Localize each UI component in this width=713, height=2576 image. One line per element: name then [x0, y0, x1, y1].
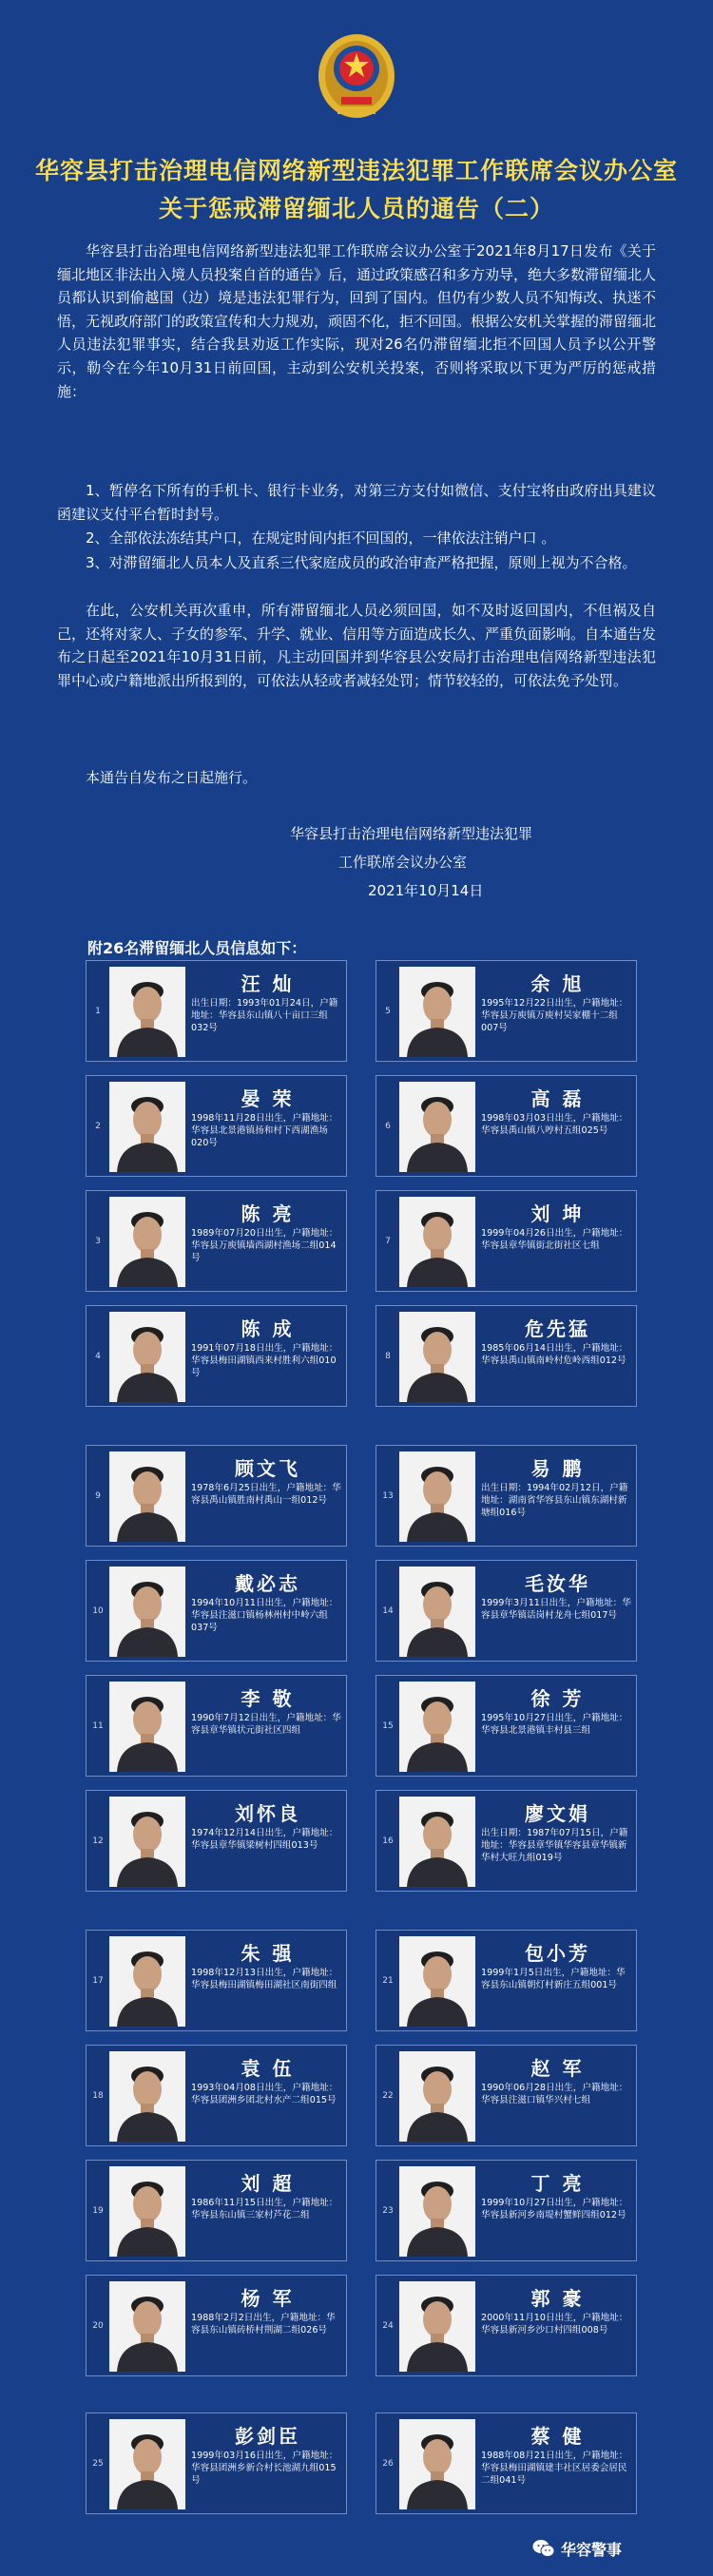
- person-photo: [399, 1451, 475, 1542]
- person-card: [376, 1790, 637, 1892]
- person-name: 杨 军: [241, 2287, 295, 2310]
- person-info: 出生日期：1994年02月12日，户籍地址：湖南省华容县东山镇东湖村新塘组016号: [481, 1483, 628, 1518]
- person-name: 毛汝华: [525, 1572, 590, 1595]
- person-number: 3: [95, 1237, 101, 1246]
- person-card: [86, 1075, 347, 1177]
- person-photo: [399, 967, 475, 1057]
- person-number: 15: [382, 1721, 394, 1731]
- person-name: 刘怀良: [235, 1802, 300, 1825]
- person-card: [376, 960, 637, 1062]
- person-card: [376, 1075, 637, 1177]
- person-info: 1990年06月28日出生，户籍地址：华容县注滋口镇华兴村七组: [481, 2083, 628, 2105]
- person-number: 2: [95, 1122, 101, 1131]
- person-name: 顾文飞: [235, 1457, 300, 1480]
- person-info: 1999年10月27日出生，户籍地址：华容县新河乡南堤村蟹鲜四组012号: [481, 2198, 628, 2220]
- person-photo: [109, 1682, 185, 1772]
- person-number: 25: [92, 2459, 104, 2469]
- person-name: 朱 强: [241, 1942, 295, 1965]
- person-name: 赵 军: [530, 2057, 585, 2080]
- person-info: 2000年11月10日出生，户籍地址：华容县新河乡沙口村四组008号: [481, 2313, 628, 2336]
- paragraph-warning: 在此，公安机关再次重申，所有滞留缅北人员必须回国，如不及时返回国内，不但祸及自己，还将对家人、子女的参军、升学、就业、信用等方面造成长久、严重负面影响。自本通告发布之日起至2021年10月31日前，凡主动回国并到华容县公安局打击治理电信网络新型违法犯罪中心或户籍地派出所报到的，可依法从轻或者减轻处罚；情节较轻的，可依法免予处罚。: [57, 602, 657, 689]
- person-card: [376, 2045, 637, 2146]
- person-card: [86, 2275, 347, 2376]
- paragraph-intro: 华容县打击治理电信网络新型违法犯罪工作联席会议办公室于2021年8月17日发布《关于缅北地区非法出入境人员投案自首的通告》后，通过政策感召和多方劝导，绝大多数滞留缅北人员都认识到偷越国（边）境是违法犯罪行为，回到了国内。但仍有少数人员不知悔改、执迷不悟，无视政府部门的政策宣传和大力规劝，顽固不化，拒不回国。根据公安机关掌握的滞留缅北人员违法犯罪事实，结合我县劝返工作实际，现对26名仍滞留缅北拒不回国人员予以公开警示，勒令在今年10月31日前回国，主动到公安机关投案，否则将采取以下更为严厉的惩戒措施：: [57, 242, 657, 400]
- person-card: [376, 1675, 637, 1777]
- signature-line2: 工作联席会议办公室: [338, 854, 468, 871]
- person-info: 1985年06月14日出生，户籍地址：华容县禹山镇南岭村危岭西组012号: [481, 1343, 628, 1366]
- person-photo: [109, 1567, 185, 1657]
- person-name: 易 鹏: [530, 1457, 585, 1480]
- person-number: 9: [95, 1491, 101, 1501]
- person-info: 1990年7月12日出生，户籍地址：华容县章华镇状元街社区四组: [191, 1713, 341, 1736]
- person-photo: [109, 2281, 185, 2372]
- person-photo: [109, 1312, 185, 1402]
- person-number: 10: [92, 1606, 104, 1616]
- wechat-icon: [532, 2538, 555, 2559]
- person-card: [86, 2160, 347, 2261]
- person-number: 13: [382, 1491, 394, 1501]
- person-name: 晏 荣: [241, 1087, 295, 1110]
- person-card: [376, 1930, 637, 2031]
- person-card: [86, 1305, 347, 1407]
- person-name: 袁 伍: [241, 2057, 295, 2080]
- person-photo: [399, 1312, 475, 1402]
- person-info: 出生日期：1993年01月24日，户籍地址：华容县东山镇八十亩口三组032号: [191, 998, 338, 1033]
- person-name: 高 磊: [530, 1087, 585, 1110]
- signature-line1: 华容县打击治理电信网络新型违法犯罪: [290, 825, 533, 842]
- person-name: 徐 芳: [530, 1687, 585, 1710]
- person-photo: [109, 1082, 185, 1172]
- person-number: 19: [92, 2206, 104, 2216]
- annex-title: 附26名滞留缅北人员信息如下：: [87, 939, 307, 957]
- person-photo: [399, 2281, 475, 2372]
- person-photo: [109, 2419, 185, 2509]
- notice-title-line1: 华容县打击治理电信网络新型违法犯罪工作联席会议办公室: [34, 157, 678, 184]
- person-info: 1974年12月14日出生，户籍地址：华容县章华镇梁树村四组013号: [191, 1828, 338, 1851]
- person-info: 出生日期：1987年07月15日，户籍地址：华容县章华镇华容县章华镇新华村大旺九组019号: [481, 1828, 628, 1863]
- paragraph-effective: 本通告自发布之日起施行。: [86, 769, 258, 786]
- person-card: [86, 1190, 347, 1292]
- person-number: 8: [385, 1352, 391, 1361]
- person-number: 23: [382, 2206, 394, 2216]
- person-number: 12: [92, 1836, 104, 1846]
- person-number: 1: [95, 1007, 101, 1016]
- person-card: [376, 1190, 637, 1292]
- person-card: [376, 1560, 637, 1662]
- person-name: 戴必志: [235, 1572, 300, 1595]
- paragraph-measure-3: 3、对滞留缅北人员本人及直系三代家庭成员的政治审查严格把握，原则上视为不合格。: [86, 554, 637, 571]
- person-photo: [399, 2051, 475, 2142]
- person-info: 1986年11月15日出生，户籍地址：华容县东山镇三家村芦花二组: [191, 2198, 338, 2220]
- police-emblem-icon: [317, 30, 396, 125]
- person-info: 1998年03月03日出生，户籍地址：华容县禹山镇八哼村五组025号: [481, 1113, 628, 1136]
- person-info: 1999年03月16日出生，户籍地址：华容县团洲乡新合村长池湖九组015号: [191, 2451, 338, 2486]
- person-info: 1978年6月25日出生，户籍地址：华容县禹山镇胜南村禹山一组012号: [191, 1483, 341, 1506]
- person-name: 丁 亮: [530, 2172, 585, 2195]
- person-info: 1999年04月26日出生，户籍地址：华容县章华镇街北街社区七组: [481, 1228, 628, 1251]
- person-name: 郭 豪: [530, 2287, 585, 2310]
- person-name: 彭剑臣: [235, 2425, 300, 2448]
- person-card: [376, 2413, 637, 2514]
- paragraph-measure-2: 2、全部依法冻结其户口，在规定时间内拒不回国的，一律依法注销户口 。: [86, 529, 556, 547]
- person-number: 18: [92, 2091, 104, 2101]
- person-info: 1991年07月18日出生，户籍地址：华容县梅田湖镇西来村胜利六组010号: [191, 1343, 338, 1378]
- person-name: 汪 灿: [241, 972, 295, 995]
- person-number: 6: [385, 1122, 391, 1131]
- person-photo: [399, 2419, 475, 2509]
- person-name: 李 敬: [241, 1687, 295, 1710]
- person-name: 陈 亮: [241, 1202, 295, 1225]
- person-card: [86, 1675, 347, 1777]
- person-card: [86, 2413, 347, 2514]
- person-name: 陈 成: [241, 1317, 295, 1340]
- police-emblem: [0, 30, 713, 125]
- person-info: 1995年12月22日出生，户籍地址：华容县万庾镇万庾村吴家棚十二组007号: [481, 998, 628, 1033]
- person-photo: [109, 1936, 185, 2027]
- person-photo: [399, 1567, 475, 1657]
- person-card: [86, 1930, 347, 2031]
- person-number: 22: [382, 2091, 394, 2101]
- watermark-text: 华容警事: [561, 2541, 623, 2559]
- person-number: 26: [382, 2459, 394, 2469]
- person-photo: [109, 1797, 185, 1887]
- person-photo: [399, 1682, 475, 1772]
- person-info: 1999年1月5日出生，户籍地址：华容县东山镇朝灯村新庄五组001号: [481, 1968, 626, 1990]
- person-photo: [399, 1197, 475, 1287]
- person-info: 1994年10月11日出生，户籍地址：华容县注滋口镇杨林州村中岭六组037号: [191, 1598, 338, 1633]
- person-info: 1988年08月21日出生，户籍地址：华容县梅田湖镇建丰社区居委会居民二组041号: [481, 2451, 628, 2486]
- person-name: 蔡 健: [530, 2425, 585, 2448]
- person-info: 1988年2月2日出生，户籍地址：华容县东山镇砖桥村荆湖二组026号: [191, 2313, 336, 2336]
- person-name: 廖文娟: [525, 1802, 590, 1825]
- person-card: [86, 960, 347, 1062]
- person-card: [376, 1305, 637, 1407]
- account-watermark: [532, 2534, 694, 2563]
- notice-date: 2021年10月14日: [368, 882, 484, 899]
- person-photo: [109, 2166, 185, 2257]
- person-number: 24: [382, 2321, 394, 2331]
- person-number: 4: [95, 1352, 101, 1361]
- person-name: 刘 坤: [530, 1202, 585, 1225]
- person-photo: [109, 1451, 185, 1542]
- person-card: [86, 1445, 347, 1547]
- person-photo: [399, 1797, 475, 1887]
- person-card: [86, 1560, 347, 1662]
- person-number: 17: [92, 1976, 104, 1986]
- person-number: 5: [385, 1007, 391, 1016]
- person-number: 20: [92, 2321, 104, 2331]
- person-name: 余 旭: [530, 972, 585, 995]
- person-number: 14: [382, 1606, 394, 1616]
- person-photo: [399, 1082, 475, 1172]
- person-number: 7: [385, 1237, 391, 1246]
- person-number: 21: [382, 1976, 394, 1986]
- person-info: 1999年3月11日出生，户籍地址：华容县章华镇话岗村龙舟七组017号: [481, 1598, 631, 1621]
- person-name: 刘 超: [241, 2172, 295, 2195]
- person-photo: [109, 2051, 185, 2142]
- person-photo: [399, 2166, 475, 2257]
- person-info: 1989年07月20日出生，户籍地址：华容县万庾镇墙西湖村渔场二组014号: [191, 1228, 338, 1263]
- notice-title-line2: 关于惩戒滞留缅北人员的通告（二）: [158, 195, 554, 222]
- person-number: 16: [382, 1836, 394, 1846]
- person-card: [86, 1790, 347, 1892]
- person-card: [376, 1445, 637, 1547]
- person-photo: [109, 967, 185, 1057]
- person-name: 包小芳: [525, 1942, 590, 1965]
- person-card: [376, 2160, 637, 2261]
- person-info: 1995年10月27日出生，户籍地址：华容县北景港镇丰村县三组: [481, 1713, 628, 1736]
- person-photo: [399, 1936, 475, 2027]
- person-card: [376, 2275, 637, 2376]
- person-info: 1993年04月08日出生，户籍地址：华容县团洲乡团北村水产二组015号: [191, 2083, 338, 2105]
- person-card: [86, 2045, 347, 2146]
- person-photo: [109, 1197, 185, 1287]
- person-number: 11: [92, 1721, 104, 1731]
- paragraph-measure-1: 1、暂停名下所有的手机卡、银行卡业务，对第三方支付如微信、支付宝将由政府出具建议函建议支付平台暂时封号。: [57, 482, 656, 523]
- person-info: 1998年11月28日出生，户籍地址：华容县北景港镇扬和村下西湖渔场020号: [191, 1113, 338, 1148]
- person-name: 危先猛: [525, 1317, 590, 1340]
- person-info: 1998年12月13日出生，户籍地址：华容县梅田湖镇梅田湖社区南街四组: [191, 1968, 338, 1990]
